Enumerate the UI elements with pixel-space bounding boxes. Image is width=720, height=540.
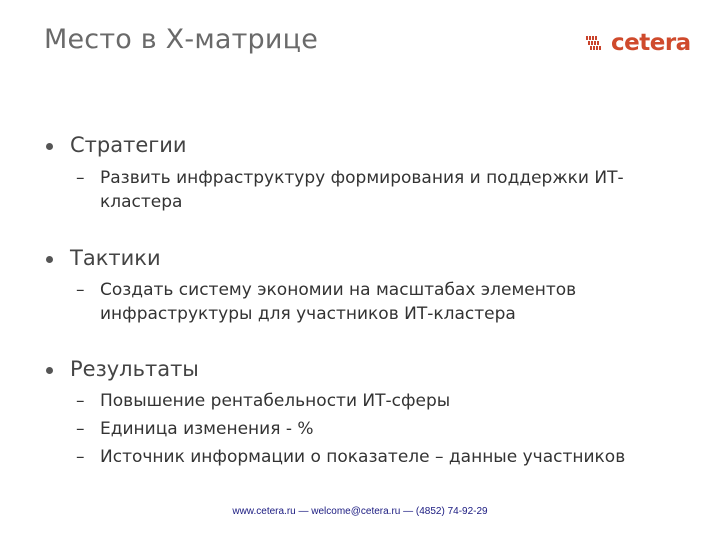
slide-title: Место в Х-матрице — [44, 24, 319, 55]
cetera-logo — [586, 32, 691, 54]
list-item-text: кластера — [100, 192, 183, 212]
bullet-dot-icon — [46, 143, 53, 150]
list-item-text: Создать систему экономии на масштабах элементов — [100, 280, 577, 300]
dash-marker: – — [76, 419, 85, 439]
list-item-text: Развить инфраструктуру формирования и поддержки ИТ- — [100, 168, 624, 188]
dash-marker: – — [76, 391, 85, 411]
bullet-dot-icon — [46, 367, 53, 374]
logo-grid-icon — [586, 34, 608, 52]
section-heading-text: Тактики — [70, 246, 161, 270]
dash-marker: – — [76, 280, 85, 300]
section-heading-text: Стратегии — [70, 133, 187, 157]
section-heading-text: Результаты — [70, 357, 199, 381]
list-item-text: Единица изменения - % — [100, 419, 314, 439]
bullet-dot-icon — [46, 256, 53, 263]
list-item-text: Источник информации о показателе – данные участников — [100, 447, 626, 467]
list-item-text: Повышение рентабельности ИТ-сферы — [100, 391, 451, 411]
dash-marker: – — [76, 447, 85, 467]
logo-text: cetera — [611, 30, 691, 56]
footer-contacts: www.cetera.ru — welcome@cetera.ru — (4852) 74-92-29 — [232, 506, 488, 517]
list-item-text: инфраструктуры для участников ИТ-кластера — [100, 304, 516, 324]
dash-marker: – — [76, 168, 85, 188]
